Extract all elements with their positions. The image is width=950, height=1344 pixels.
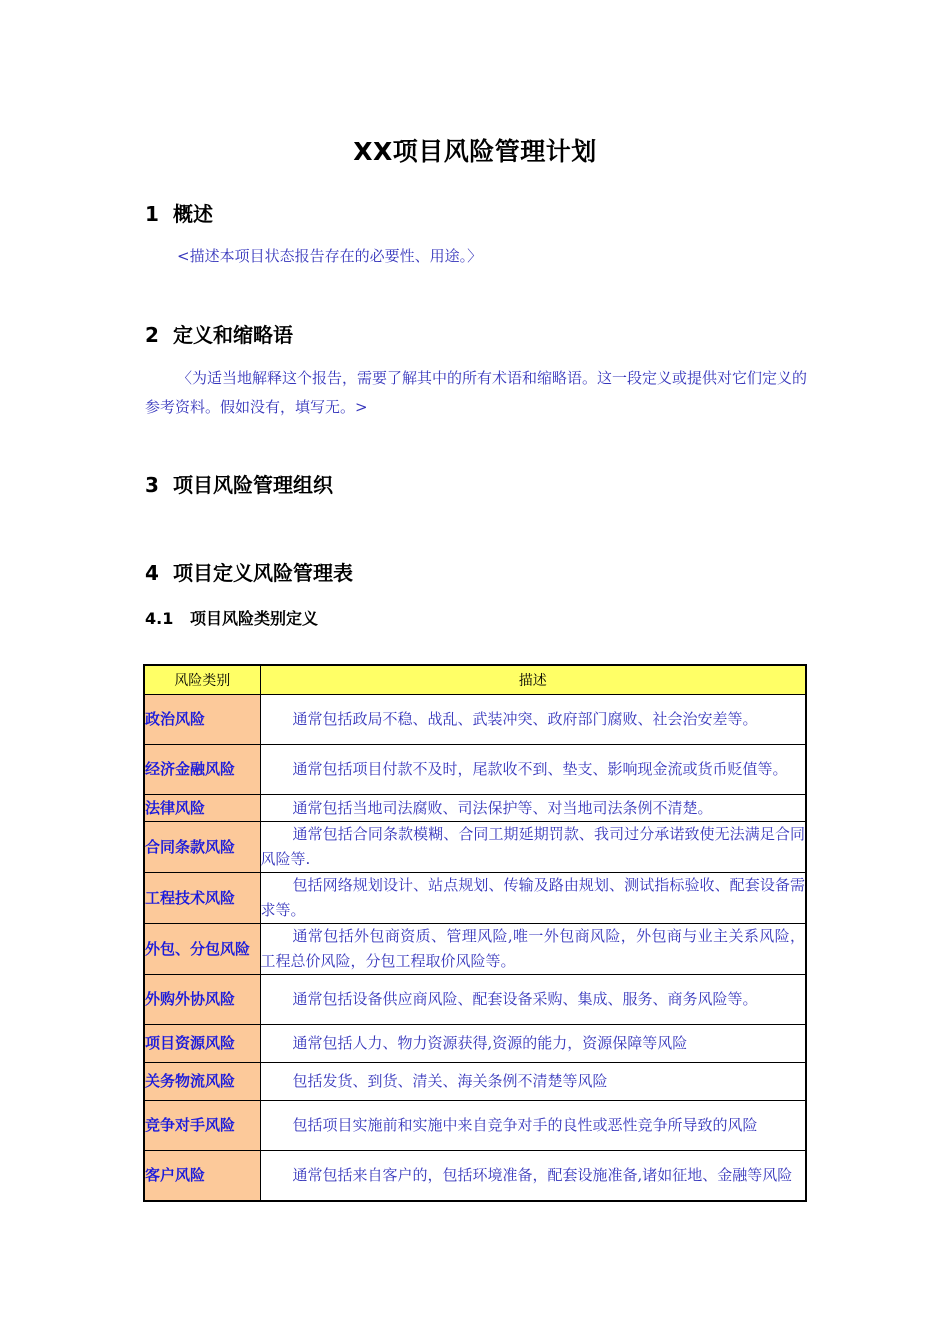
risk-category: 合同条款风险 bbox=[144, 822, 260, 873]
risk-description: 通常包括人力、物力资源获得,资源的能力，资源保障等风险 bbox=[260, 1025, 806, 1063]
risk-description: 通常包括当地司法腐败、司法保护等、对当地司法条例不清楚。 bbox=[260, 795, 806, 822]
section-2-note: 〈为适当地解释这个报告，需要了解其中的所有术语和缩略语。这一段定义或提供对它们定义的参考资料。假如没有，填写无。> bbox=[145, 369, 808, 416]
section-2-heading bbox=[145, 319, 293, 348]
table-row bbox=[144, 924, 806, 975]
table-row bbox=[144, 1025, 806, 1063]
section-number: 3 bbox=[145, 473, 159, 497]
table-row bbox=[144, 822, 806, 873]
table-row bbox=[144, 1063, 806, 1101]
section-number: 1 bbox=[145, 202, 159, 226]
risk-description: 通常包括来自客户的，包括环境准备，配套设施准备,诸如征地、金融等风险 bbox=[260, 1151, 806, 1202]
risk-description: 包括项目实施前和实施中来自竞争对手的良性或恶性竞争所导致的风险 bbox=[260, 1101, 806, 1151]
risk-description: 通常包括项目付款不及时，尾款收不到、垫支、影响现金流或货币贬值等。 bbox=[260, 745, 806, 795]
section-3-heading bbox=[145, 469, 333, 498]
risk-category: 外包、分包风险 bbox=[144, 924, 260, 975]
document-title: XX项目风险管理计划 bbox=[353, 137, 597, 166]
table-row bbox=[144, 975, 806, 1025]
section-title: 概述 bbox=[173, 202, 213, 226]
section-number: 2 bbox=[145, 323, 159, 347]
risk-category: 关务物流风险 bbox=[144, 1063, 260, 1101]
table-header-row bbox=[144, 665, 806, 695]
section-number: 4 bbox=[145, 561, 159, 585]
risk-category: 竞争对手风险 bbox=[144, 1101, 260, 1151]
risk-description: 通常包括设备供应商风险、配套设备采购、集成、服务、商务风险等。 bbox=[260, 975, 806, 1025]
section-4-heading bbox=[145, 557, 353, 586]
table-row bbox=[144, 695, 806, 745]
risk-description: 通常包括政局不稳、战乱、武装冲突、政府部门腐败、社会治安差等。 bbox=[260, 695, 806, 745]
risk-category: 客户风险 bbox=[144, 1151, 260, 1202]
risk-description: 通常包括外包商资质、管理风险,唯一外包商风险，外包商与业主关系风险，工程总价风险，分包工程取价风险等。 bbox=[260, 924, 806, 975]
table-row bbox=[144, 745, 806, 795]
section-title: 项目风险管理组织 bbox=[173, 473, 333, 497]
section-number: 4.1 bbox=[145, 609, 174, 628]
risk-description: 通常包括合同条款模糊、合同工期延期罚款、我司过分承诺致使无法满足合同风险等. bbox=[260, 822, 806, 873]
risk-category: 法律风险 bbox=[144, 795, 260, 822]
section-4-1-heading bbox=[145, 606, 318, 629]
risk-category: 政治风险 bbox=[144, 695, 260, 745]
risk-description: 包括发货、到货、清关、海关条例不清楚等风险 bbox=[260, 1063, 806, 1101]
section-title: 项目定义风险管理表 bbox=[173, 561, 353, 585]
section-1-note: <描述本项目状态报告存在的必要性、用途。〉 bbox=[177, 247, 483, 265]
table-row bbox=[144, 1151, 806, 1202]
risk-description: 包括网络规划设计、站点规划、传输及路由规划、测试指标验收、配套设备需求等。 bbox=[260, 873, 806, 924]
section-1-heading bbox=[145, 198, 213, 227]
header-category: 风险类别 bbox=[144, 665, 260, 695]
risk-category: 项目资源风险 bbox=[144, 1025, 260, 1063]
section-title: 项目风险类别定义 bbox=[190, 609, 319, 628]
table-row bbox=[144, 873, 806, 924]
table-row bbox=[144, 1101, 806, 1151]
section-title: 定义和缩略语 bbox=[173, 323, 293, 347]
risk-category: 工程技术风险 bbox=[144, 873, 260, 924]
header-description: 描述 bbox=[260, 665, 806, 695]
risk-category: 经济金融风险 bbox=[144, 745, 260, 795]
risk-category: 外购外协风险 bbox=[144, 975, 260, 1025]
risk-category-table bbox=[143, 664, 807, 1202]
table-row bbox=[144, 795, 806, 822]
